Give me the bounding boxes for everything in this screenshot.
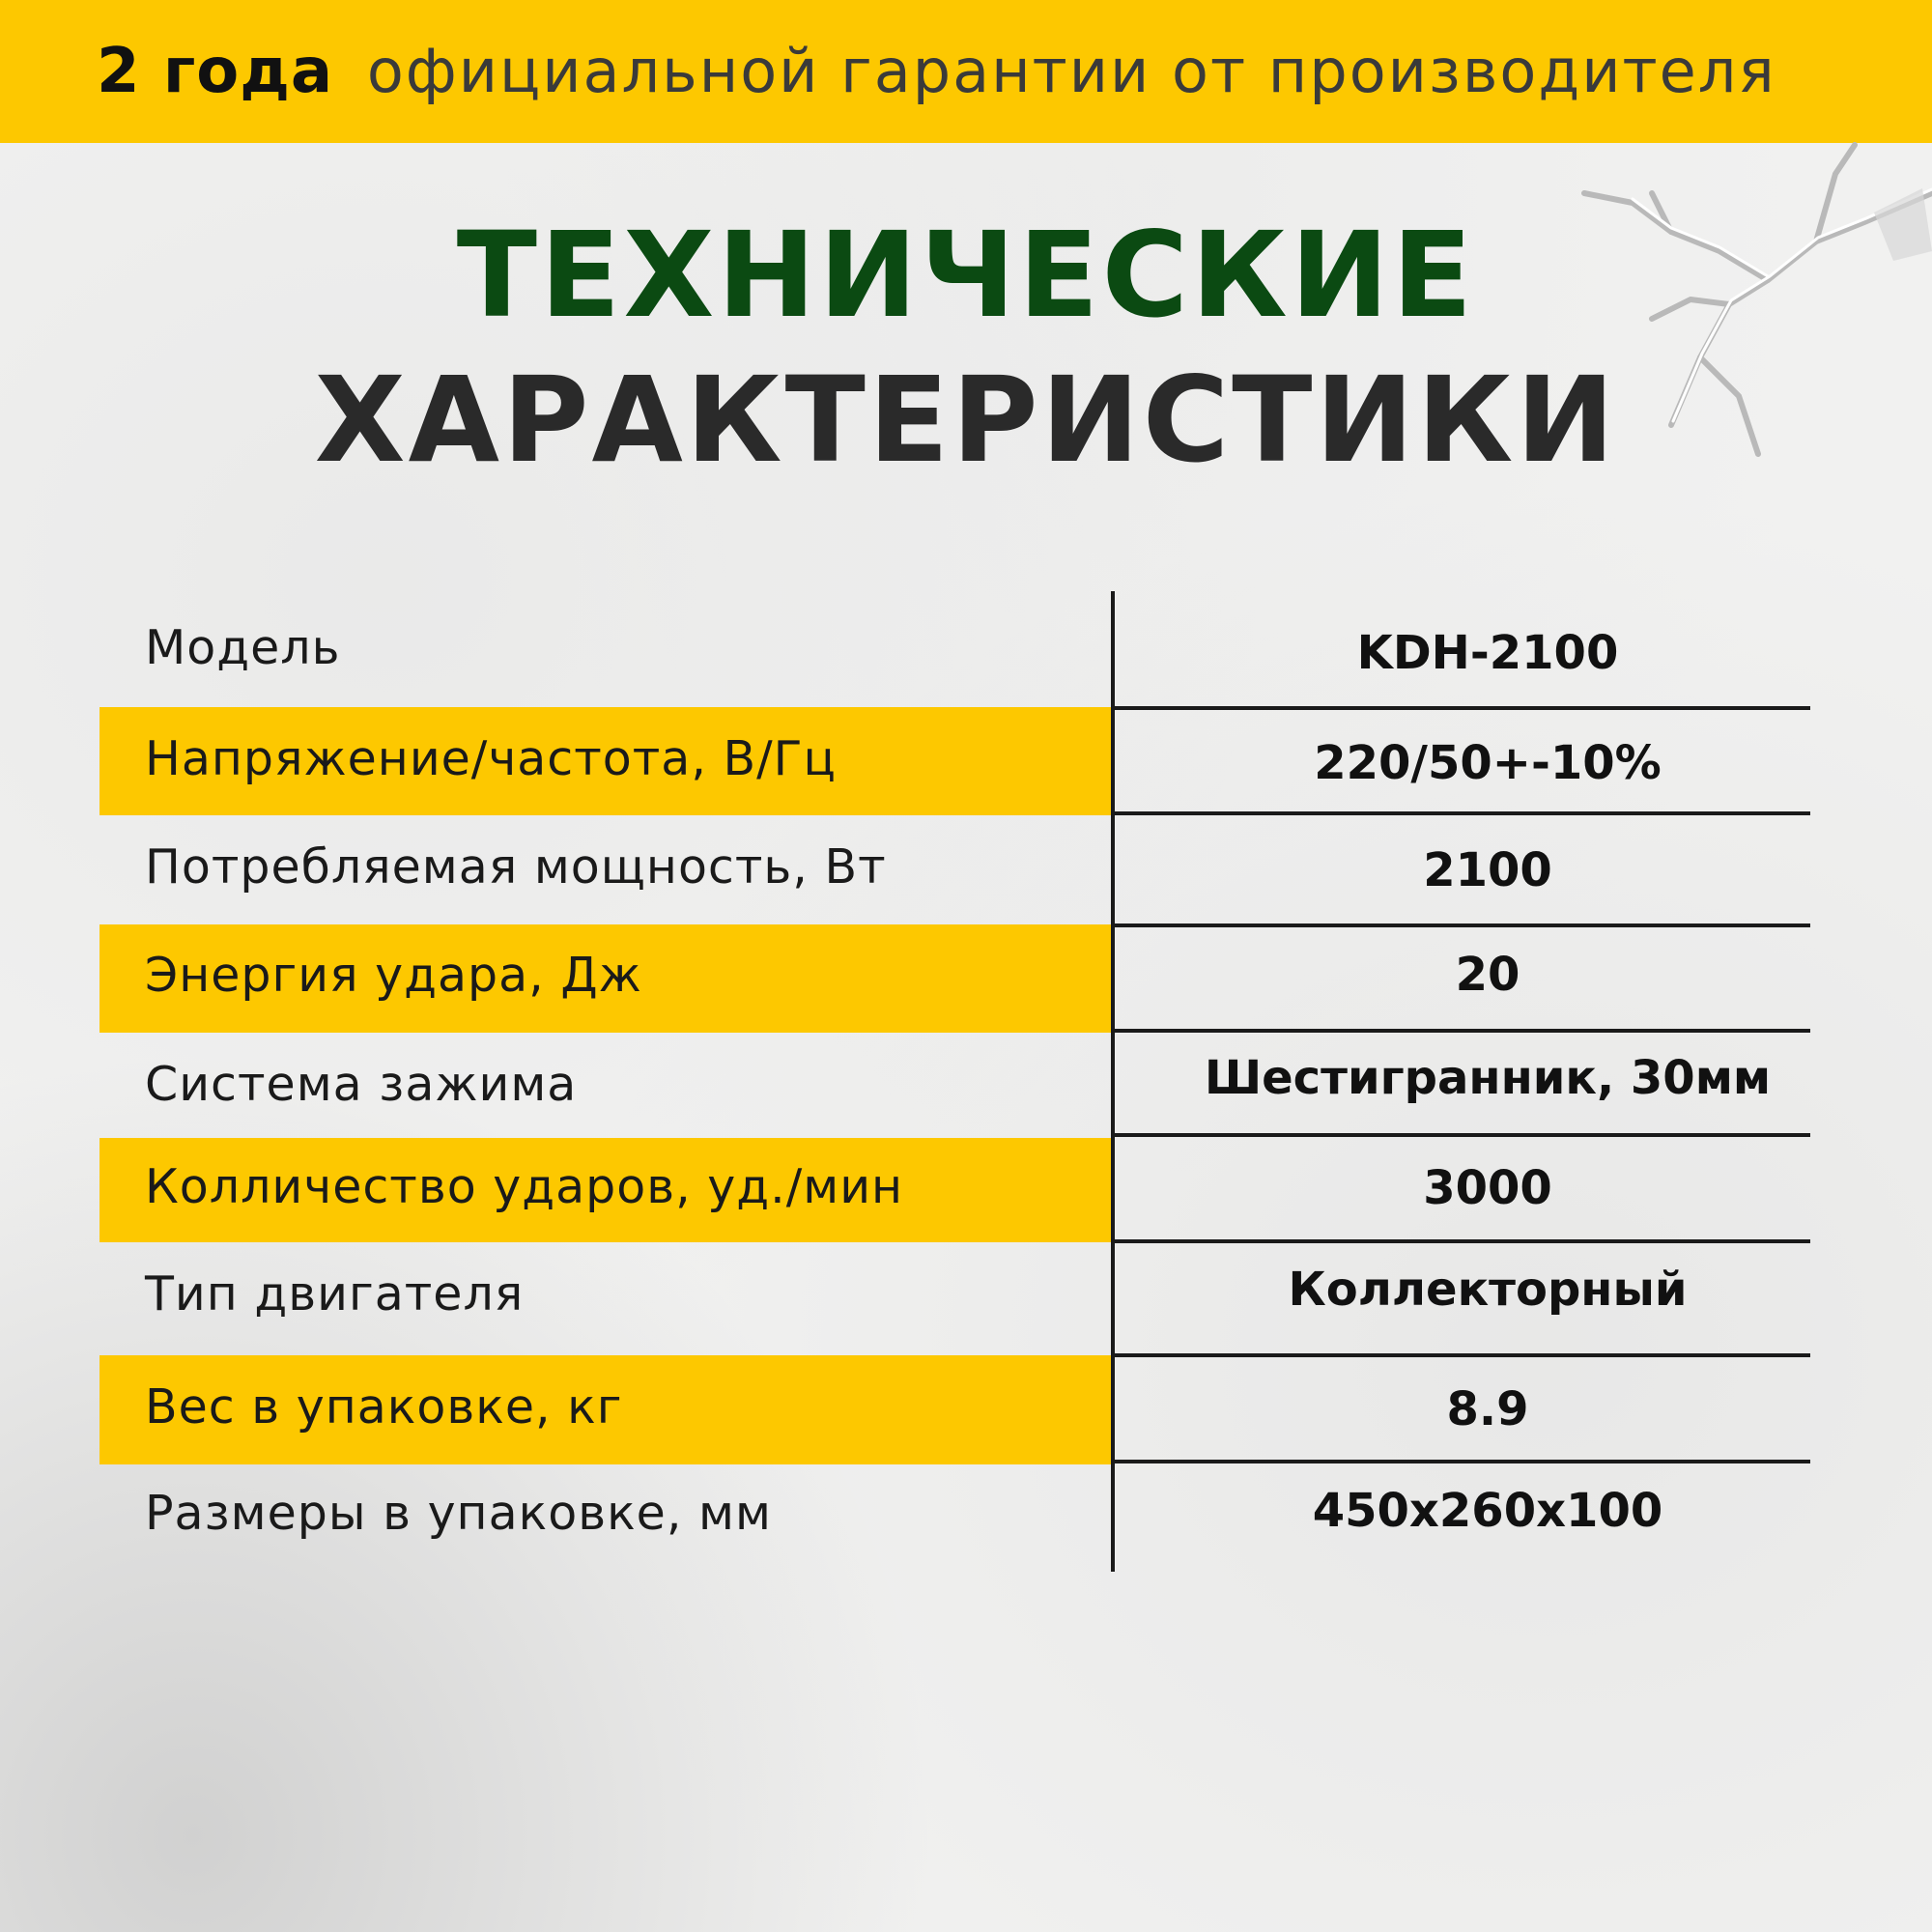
- row-divider: [1113, 811, 1810, 815]
- row-divider: [1113, 1029, 1810, 1033]
- table-row: [99, 1034, 1809, 1138]
- table-row: [99, 1243, 1809, 1354]
- spec-value: 2100: [1423, 843, 1552, 897]
- spec-label: Тип двигателя: [145, 1266, 525, 1321]
- heading-line-1: ТЕХНИЧЕСКИЕ: [456, 207, 1476, 344]
- table-row: [99, 816, 1809, 924]
- table-row: [99, 924, 1809, 1033]
- heading-line-2: ХАРАКТЕРИСТИКИ: [314, 352, 1618, 489]
- table-row: [99, 707, 1809, 815]
- spec-value: 450x260x100: [1312, 1484, 1663, 1538]
- spec-label: Напряжение/частота, В/Гц: [145, 731, 837, 786]
- spec-label: Колличество ударов, уд./мин: [145, 1159, 904, 1214]
- spec-label: Размеры в упаковке, мм: [145, 1486, 772, 1541]
- table-row: [99, 1464, 1809, 1571]
- spec-value: 20: [1455, 948, 1520, 1002]
- spec-value: Шестигранник, 30мм: [1204, 1051, 1772, 1105]
- spec-value: 220/50+-10%: [1314, 736, 1662, 790]
- row-divider: [1113, 1460, 1810, 1463]
- spec-value: KDH-2100: [1356, 626, 1619, 680]
- table-row: [99, 1355, 1809, 1464]
- spec-label: Система зажима: [145, 1057, 578, 1112]
- spec-label: Потребляемая мощность, Вт: [145, 839, 887, 895]
- spec-value: Коллекторный: [1288, 1263, 1688, 1317]
- spec-value: 8.9: [1446, 1382, 1529, 1436]
- warranty-description: официальной гарантии от производителя: [366, 36, 1776, 106]
- table-row: [99, 1138, 1809, 1242]
- warranty-period: 2 года: [97, 36, 334, 107]
- spec-label: Вес в упаковке, кг: [145, 1379, 623, 1435]
- spec-label: Модель: [145, 620, 341, 675]
- spec-label: Энергия удара, Дж: [145, 948, 642, 1003]
- spec-value: 3000: [1423, 1161, 1552, 1215]
- row-divider: [1113, 1133, 1810, 1137]
- table-row: [99, 599, 1809, 705]
